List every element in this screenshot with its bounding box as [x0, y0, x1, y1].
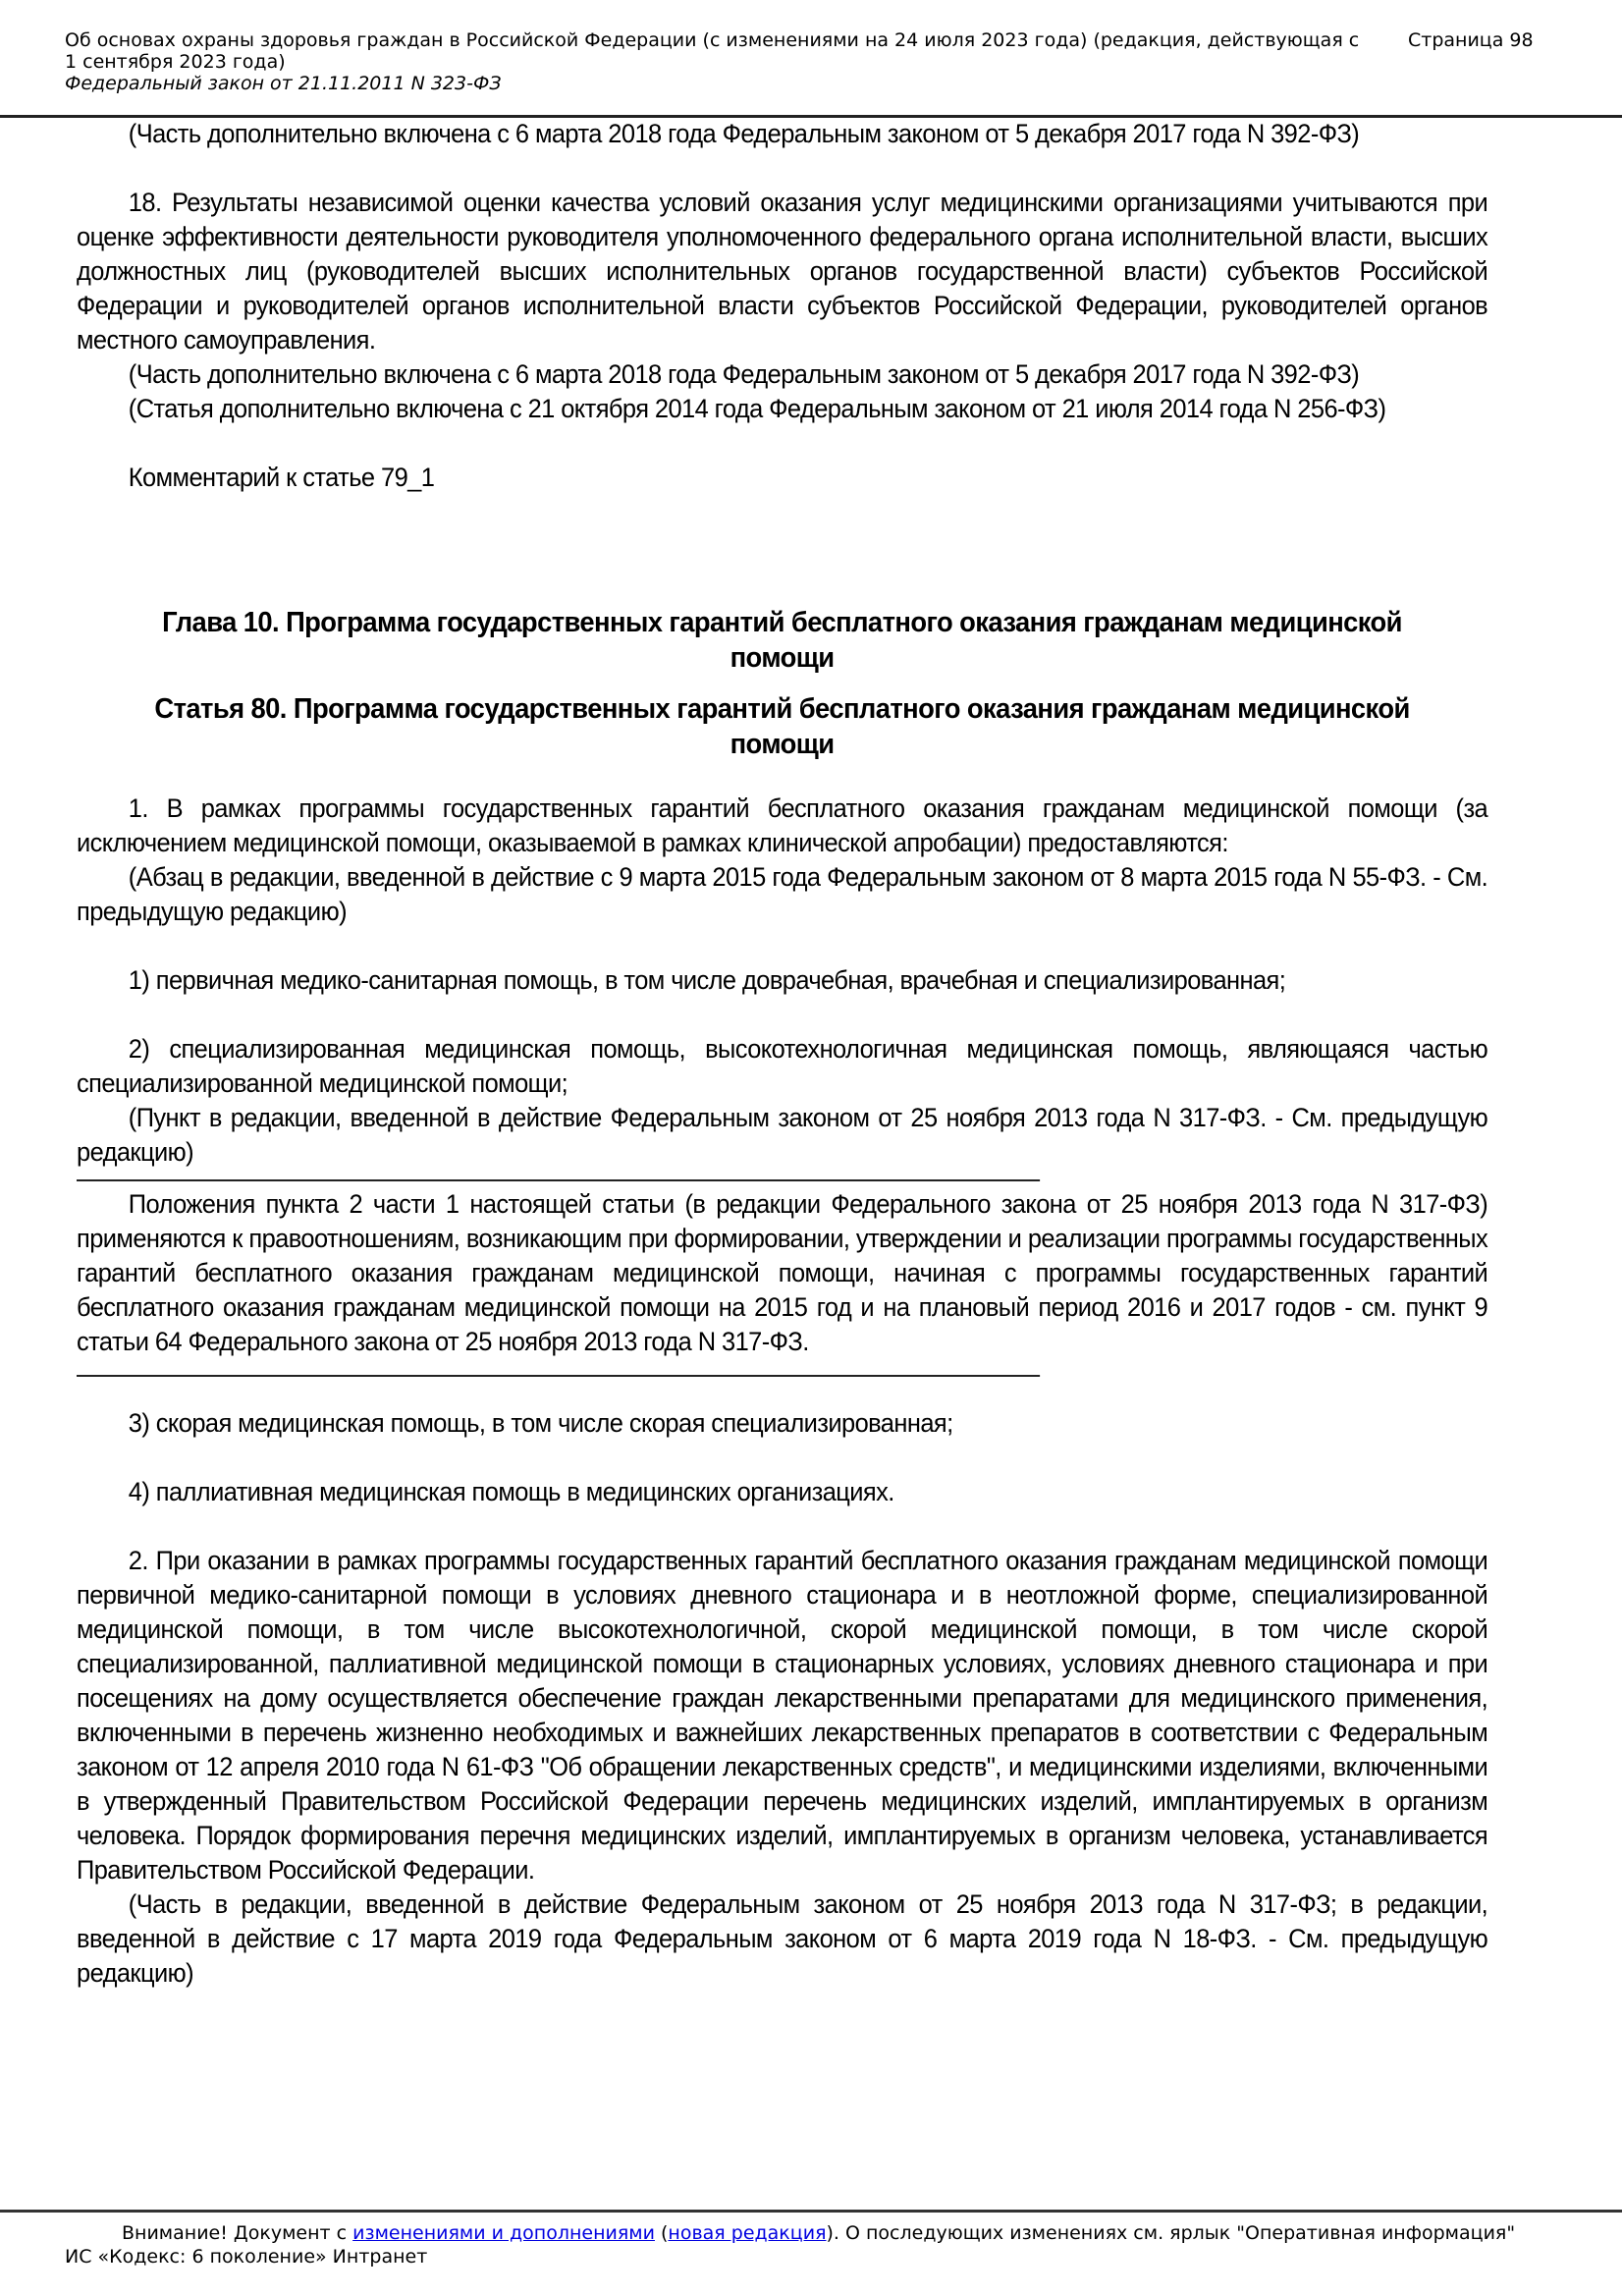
- paragraph-1: 1. В рамках программы государственных гарантий бесплатного оказания гражданам медицинской помощи (за исключением медицинской помощи, оказываемой в рамках клинической апробации) предоставляются:: [77, 793, 1488, 857]
- amendment-note: (Пункт в редакции, введенной в действие Федеральным законом от 25 ноября 2013 года N 317-ФЗ. - См. предыдущую редакцию): [77, 1103, 1488, 1167]
- page-footer: [65, 2221, 1557, 2269]
- spacer: [77, 929, 1487, 963]
- list-item-2: 2) специализированная медицинская помощь, высокотехнологичная медицинская помощь, являющаяся частью специализированной медицинской помощи;: [77, 1034, 1488, 1098]
- spacer: [77, 151, 1487, 186]
- spacer: [77, 495, 1487, 564]
- article-heading: Статья 80. Программа государственных гарантий бесплатного оказания гражданам медицинской помощи: [154, 693, 1410, 760]
- system-name: ИС «Кодекс: 6 поколение» Интранет: [65, 2246, 428, 2268]
- amendment-note: (Часть дополнительно включена с 6 марта 2018 года Федеральным законом от 5 декабря 2017 года N 392-ФЗ): [128, 359, 1360, 389]
- comment-link[interactable]: Комментарий к статье 79_1: [128, 463, 435, 492]
- list-item-4: 4) паллиативная медицинская помощь в медицинских организациях.: [128, 1477, 894, 1506]
- chapter-heading: Глава 10. Программа государственных гарантий бесплатного оказания гражданам медицинской помощи: [162, 607, 1402, 674]
- provision-note: Положения пункта 2 части 1 настоящей статьи (в редакции Федерального закона от 25 ноября 2013 года N 317-ФЗ) применяются к правоотношениям, возникающим при формировании, утверждении и реализации программы государственных гарантий бесплатного оказания гражданам медицинской помощи, начиная с программы государственных гарантий бесплатного оказания гражданам медицинской помощи на 2015 год и на плановый период 2016 и 2017 годов - см. пункт 9 статьи 64 Федерального закона от 25 ноября 2013 года N 317-ФЗ.: [77, 1189, 1488, 1356]
- page-header: [65, 29, 1557, 94]
- law-reference: Федеральный закон от 21.11.2011 N 323-ФЗ: [65, 73, 502, 94]
- notice-text: (: [654, 2222, 669, 2244]
- list-item-1: 1) первичная медико-санитарная помощь, в том числе доврачебная, врачебная и специализированная;: [128, 965, 1286, 995]
- amendment-note: (Статья дополнительно включена с 21 октября 2014 года Федеральным законом от 21 июля 2014 года N 256-ФЗ): [128, 394, 1386, 423]
- spacer: [77, 564, 1487, 605]
- notice-text: ). О последующих изменениях см. ярлык "Оперативная информация": [826, 2222, 1516, 2244]
- page-number: Страница 98: [1408, 29, 1534, 51]
- list-item-3: 3) скорая медицинская помощь, в том числе скорая специализированная;: [128, 1408, 953, 1438]
- footer-notice: [65, 2221, 1557, 2245]
- document-title: Об основах охраны здоровья граждан в Российской Федерации (с изменениями на 24 июля 2023 года) (редакция, действующая с 1 сентября 2023 года): [65, 29, 1360, 73]
- new-edition-link[interactable]: новая редакция: [668, 2222, 827, 2244]
- spacer: [77, 1509, 1487, 1544]
- provision-divider-top: [77, 1179, 1040, 1181]
- spacer: [77, 1441, 1487, 1475]
- document-body: [77, 117, 1487, 1991]
- spacer: [77, 998, 1487, 1032]
- notice-text: Внимание! Документ с: [122, 2222, 353, 2244]
- amendment-note: (Абзац в редакции, введенной в действие с 9 марта 2015 года Федеральным законом от 8 марта 2015 года N 55-ФЗ. - См. предыдущую редакцию): [77, 862, 1488, 926]
- changes-link[interactable]: изменениями и дополнениями: [352, 2222, 655, 2244]
- paragraph-18: 18. Результаты независимой оценки качества условий оказания услуг медицинскими организациями учитываются при оценке эффективности деятельности руководителя уполномоченного федерального органа исполнительной власти, высших должностных лиц (руководителей высших исполнительных органов государственной власти) субъектов Российской Федерации и руководителей органов исполнительной власти субъектов Российской Федерации, руководителей органов местного самоуправления.: [77, 188, 1488, 355]
- spacer: [77, 1377, 1487, 1406]
- amendment-note: (Часть в редакции, введенной в действие Федеральным законом от 25 ноября 2013 года N 317-ФЗ; в редакции, введенной в действие с 17 марта 2019 года Федеральным законом от 6 марта 2019 года N 18-ФЗ. - См. предыдущую редакцию): [77, 1889, 1488, 1988]
- paragraph-2: 2. При оказании в рамках программы государственных гарантий бесплатного оказания гражданам медицинской помощи первичной медико-санитарной помощи в условиях дневного стационара и в неотложной форме, специализированной медицинской помощи, в том числе высокотехнологичной, скорой медицинской помощи, в том числе скорой специализированной, паллиативной медицинской помощи в стационарных условиях, условиях дневного стационара и при посещениях на дому осуществляется обеспечение граждан лекарственными препаратами для медицинского применения, включенными в перечень жизненно необходимых и важнейших лекарственных препаратов в соответствии с Федеральным законом от 12 апреля 2010 года N 61-ФЗ "Об обращении лекарственных средств", и медицинскими изделиями, включенными в утвержденный Правительством Российской Федерации перечень медицинских изделий, имплантируемых в организм человека. Порядок формирования перечня медицинских изделий, имплантируемых в организм человека, устанавливается Правительством Российской Федерации.: [77, 1546, 1488, 1885]
- amendment-note: (Часть дополнительно включена с 6 марта 2018 года Федеральным законом от 5 декабря 2017 года N 392-ФЗ): [128, 119, 1360, 148]
- spacer: [77, 426, 1487, 461]
- footer-divider: [0, 2210, 1622, 2213]
- spacer: [77, 762, 1487, 792]
